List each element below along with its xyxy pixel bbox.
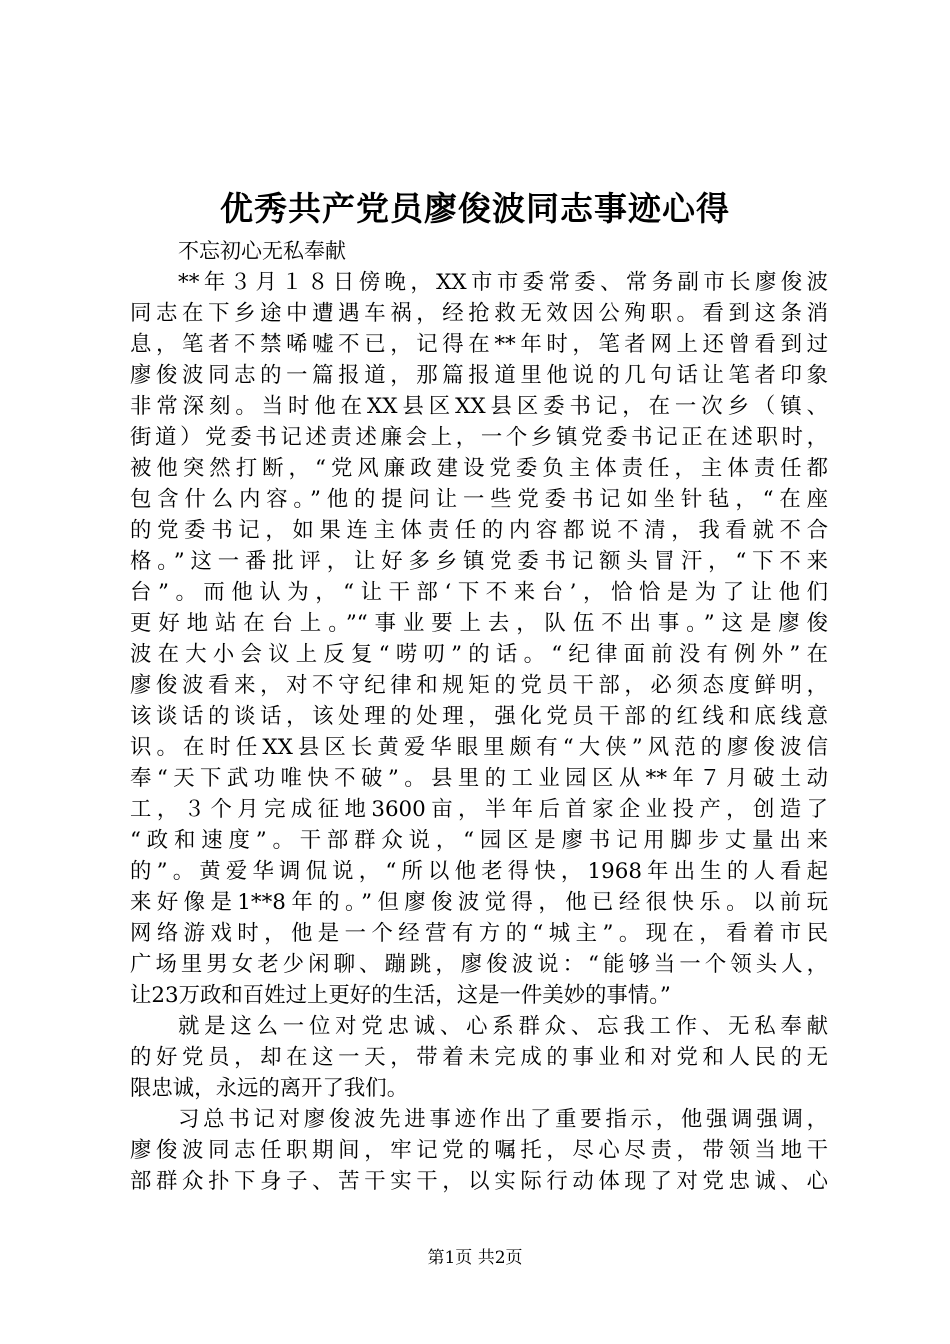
page-number: 第1页 共2页 bbox=[427, 1248, 523, 1268]
text-line: 更好地站在台上。”“事业要上去，队伍不出事。”这是廖俊 bbox=[130, 611, 828, 636]
text-line: 被他突然打断，“党风廉政建设党委负主体责任，主体责任都 bbox=[130, 456, 828, 481]
text-line: 波在大小会议上反复“唠叨”的话。“纪律面前没有例外”在 bbox=[130, 642, 828, 667]
text-line: 来好像是1**8年的。”但廖俊波觉得，他已经很快乐。以前玩 bbox=[130, 890, 828, 915]
text-line: 广场里男女老少闲聊、蹦跳，廖俊波说：“能够当一个领头人， bbox=[130, 952, 828, 977]
document-subtitle: 不忘初心无私奉献 bbox=[178, 239, 346, 263]
text-line: 限忠诚，永远的离开了我们。 bbox=[130, 1076, 409, 1101]
text-line: 包含什么内容。”他的提问让一些党委书记如坐针毡，“在座 bbox=[130, 487, 828, 512]
text-line: 部群众扑下身子、苦干实干，以实际行动体现了对党忠诚、心 bbox=[130, 1169, 828, 1194]
text-line: 该谈话的谈话，该处理的处理，强化党员干部的红线和底线意 bbox=[130, 704, 828, 729]
text-line: 网络游戏时，他是一个经营有方的“城主”。现在，看着市民 bbox=[130, 921, 828, 946]
text-line: “政和速度”。干部群众说，“园区是廖书记用脚步丈量出来 bbox=[130, 828, 828, 853]
paragraph-2 bbox=[130, 1011, 828, 1104]
text-line: 台”。而他认为，“让干部‘下不来台’，恰恰是为了让他们 bbox=[130, 580, 828, 605]
text-line: 廖俊波同志的一篇报道，那篇报道里他说的几句话让笔者印象 bbox=[130, 363, 828, 388]
text-line: 的”。黄爱华调侃说，“所以他老得快，1968年出生的人看起 bbox=[130, 859, 828, 884]
text-line: 廖俊波同志任职期间，牢记党的嘱托，尽心尽责，带领当地干 bbox=[130, 1138, 828, 1163]
text-line: 奉“天下武功唯快不破”。县里的工业园区从**年７月破土动 bbox=[130, 766, 828, 791]
text-line: 街道）党委书记述责述廉会上，一个乡镇党委书记正在述职时， bbox=[130, 425, 828, 450]
text-line: 的党委书记，如果连主体责任的内容都说不清，我看就不合 bbox=[130, 518, 828, 543]
text-line: 的好党员，却在这一天，带着未完成的事业和对党和人民的无 bbox=[130, 1045, 828, 1070]
text-line: 格。”这一番批评，让好多乡镇党委书记额头冒汗，“下不来 bbox=[130, 549, 828, 574]
text-line: **年３月１８日傍晚，XX市市委常委、常务副市长廖俊波 bbox=[178, 270, 828, 295]
text-line: 息，笔者不禁唏嘘不已，记得在**年时，笔者网上还曾看到过 bbox=[130, 332, 828, 357]
paragraph-3 bbox=[130, 1104, 828, 1197]
text-line: 就是这么一位对党忠诚、心系群众、忘我工作、无私奉献 bbox=[178, 1014, 828, 1039]
text-line: 廖俊波看来，对不守纪律和规矩的党员干部，必须态度鲜明， bbox=[130, 673, 828, 698]
document-title: 优秀共产党员廖俊波同志事迹心得 bbox=[220, 189, 730, 228]
paragraph-1 bbox=[130, 267, 828, 1011]
text-line: 同志在下乡途中遭遇车祸，经抢救无效因公殉职。看到这条消 bbox=[130, 301, 828, 326]
text-line: 让23万政和百姓过上更好的生活，这是一件美妙的事情。” bbox=[130, 983, 671, 1008]
text-line: 习总书记对廖俊波先进事迹作出了重要指示，他强调强调， bbox=[178, 1107, 828, 1132]
text-line: 工，３个月完成征地3600亩，半年后首家企业投产，创造了 bbox=[130, 797, 828, 822]
text-line: 非常深刻。当时他在XX县区XX县区委书记，在一次乡（镇、 bbox=[130, 394, 828, 419]
text-line: 识。在时任XX县区长黄爱华眼里颇有“大侠”风范的廖俊波信 bbox=[130, 735, 828, 760]
document-body bbox=[130, 267, 828, 1197]
